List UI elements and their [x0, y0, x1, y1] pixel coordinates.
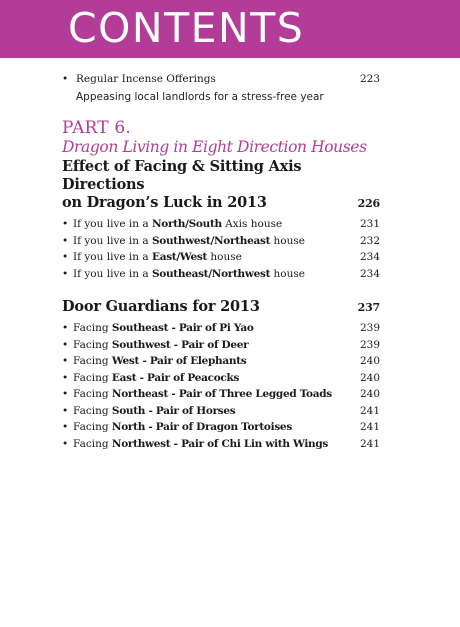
page-number: 241	[359, 437, 380, 450]
toc-entry-text	[73, 216, 352, 233]
page-title: CONTENTS	[68, 4, 305, 52]
toc-entry[interactable]	[62, 216, 380, 233]
bullet: •	[62, 234, 69, 247]
toc-entry-title: Regular Incense Offerings	[76, 73, 216, 85]
bullet: •	[62, 267, 69, 280]
entry-keyword: North - Pair of Dragon Tortoises	[111, 421, 292, 433]
entry-keyword: Northeast - Pair of Three Legged Toads	[111, 388, 332, 400]
bullet: •	[62, 73, 69, 85]
bullet: •	[62, 404, 69, 417]
section-title-line: Door Guardians for 2013	[62, 298, 260, 315]
entry-suffix: house	[207, 251, 242, 263]
bullet: •	[62, 421, 69, 433]
page-number: 232	[359, 234, 380, 247]
toc-entry[interactable]	[62, 266, 380, 283]
section-title	[62, 158, 352, 212]
toc-section	[62, 158, 380, 282]
entry-keyword: Southeast - Pair of Pi Yao	[111, 322, 254, 334]
page-number: 234	[359, 267, 380, 280]
entry-keyword: East/West	[151, 251, 208, 263]
toc-entry[interactable]	[62, 320, 380, 337]
toc-entry[interactable]	[62, 419, 380, 436]
toc-entry[interactable]	[62, 386, 380, 403]
entry-suffix: house	[270, 267, 305, 280]
header-banner	[0, 0, 460, 58]
toc-entry[interactable]	[62, 249, 380, 266]
bullet: •	[62, 218, 69, 230]
toc-entry[interactable]	[62, 337, 380, 354]
section-title-line: on Dragon’s Luck in 2013	[62, 194, 267, 211]
entry-prefix: Facing	[73, 371, 112, 384]
entry-keyword: Southwest/Northeast	[151, 234, 271, 247]
entry-keyword: Northwest - Pair of Chi Lin with Wings	[111, 437, 328, 450]
entry-suffix: Axis house	[221, 218, 283, 230]
bullet: •	[62, 251, 69, 263]
page-number: 241	[359, 421, 380, 433]
entry-keyword: West - Pair of Elephants	[111, 355, 247, 367]
toc-entry-text	[73, 353, 352, 370]
page-number: 237	[357, 301, 380, 314]
toc-content	[62, 72, 380, 452]
toc-entry[interactable]	[62, 233, 380, 250]
entry-prefix: Facing	[73, 338, 112, 351]
entry-list	[62, 320, 380, 452]
page-number: 239	[359, 338, 380, 351]
entry-keyword: North/South	[151, 218, 222, 230]
entry-prefix: If you live in a	[73, 218, 152, 230]
toc-entry-text	[73, 419, 352, 436]
part-label: PART 6.	[62, 118, 132, 138]
entry-prefix: If you live in a	[73, 267, 152, 280]
entry-keyword: Southwest - Pair of Deer	[111, 338, 249, 351]
page-number: 226	[357, 197, 380, 210]
entry-keyword: South - Pair of Horses	[111, 404, 236, 417]
section-title-line: Effect of Facing & Sitting Axis Directions	[62, 158, 302, 193]
entry-list	[62, 216, 380, 282]
page-number: 234	[359, 251, 380, 263]
section-heading[interactable]	[62, 158, 380, 212]
toc-entry-description: Appeasing local landlords for a stress-free year	[76, 91, 324, 103]
entry-keyword: East - Pair of Peacocks	[111, 371, 240, 384]
entry-prefix: Facing	[73, 322, 112, 334]
page-number: 240	[359, 355, 380, 367]
bullet: •	[62, 355, 69, 367]
entry-prefix: Facing	[73, 437, 112, 450]
entry-keyword: Southeast/Northwest	[151, 267, 271, 280]
toc-entry-text	[73, 266, 352, 283]
entry-prefix: Facing	[73, 404, 112, 417]
bullet: •	[62, 338, 69, 351]
toc-entry-text	[73, 436, 352, 453]
toc-entry-text	[73, 320, 352, 337]
bullet: •	[62, 322, 69, 334]
page-number: 239	[359, 322, 380, 334]
page-number: 241	[359, 404, 380, 417]
page-number: 223	[360, 73, 381, 85]
page-number: 240	[359, 388, 380, 400]
toc-entry-text	[73, 249, 352, 266]
section-heading[interactable]	[62, 298, 380, 316]
entry-prefix: If you live in a	[73, 234, 152, 247]
toc-section	[62, 298, 380, 452]
section-title	[62, 298, 352, 316]
toc-entry-text	[73, 403, 352, 420]
entry-prefix: Facing	[73, 421, 112, 433]
entry-prefix: Facing	[73, 355, 112, 367]
toc-entry-text	[73, 233, 352, 250]
bullet: •	[62, 437, 69, 450]
toc-entry-text	[73, 337, 352, 354]
entry-prefix: If you live in a	[73, 251, 152, 263]
toc-sections	[62, 158, 380, 452]
toc-entry[interactable]	[62, 353, 380, 370]
toc-entry-text	[73, 386, 352, 403]
entry-suffix: house	[270, 234, 305, 247]
page-number: 240	[359, 371, 380, 384]
bullet: •	[62, 388, 69, 400]
toc-entry[interactable]	[62, 436, 380, 453]
page-number: 231	[359, 218, 380, 230]
toc-entry[interactable]	[62, 403, 380, 420]
toc-entry-incense[interactable]	[62, 72, 380, 87]
toc-entry[interactable]	[62, 370, 380, 387]
toc-entry-text	[73, 370, 352, 387]
part-title: Dragon Living in Eight Direction Houses	[62, 138, 367, 156]
bullet: •	[62, 371, 69, 384]
entry-prefix: Facing	[73, 388, 112, 400]
